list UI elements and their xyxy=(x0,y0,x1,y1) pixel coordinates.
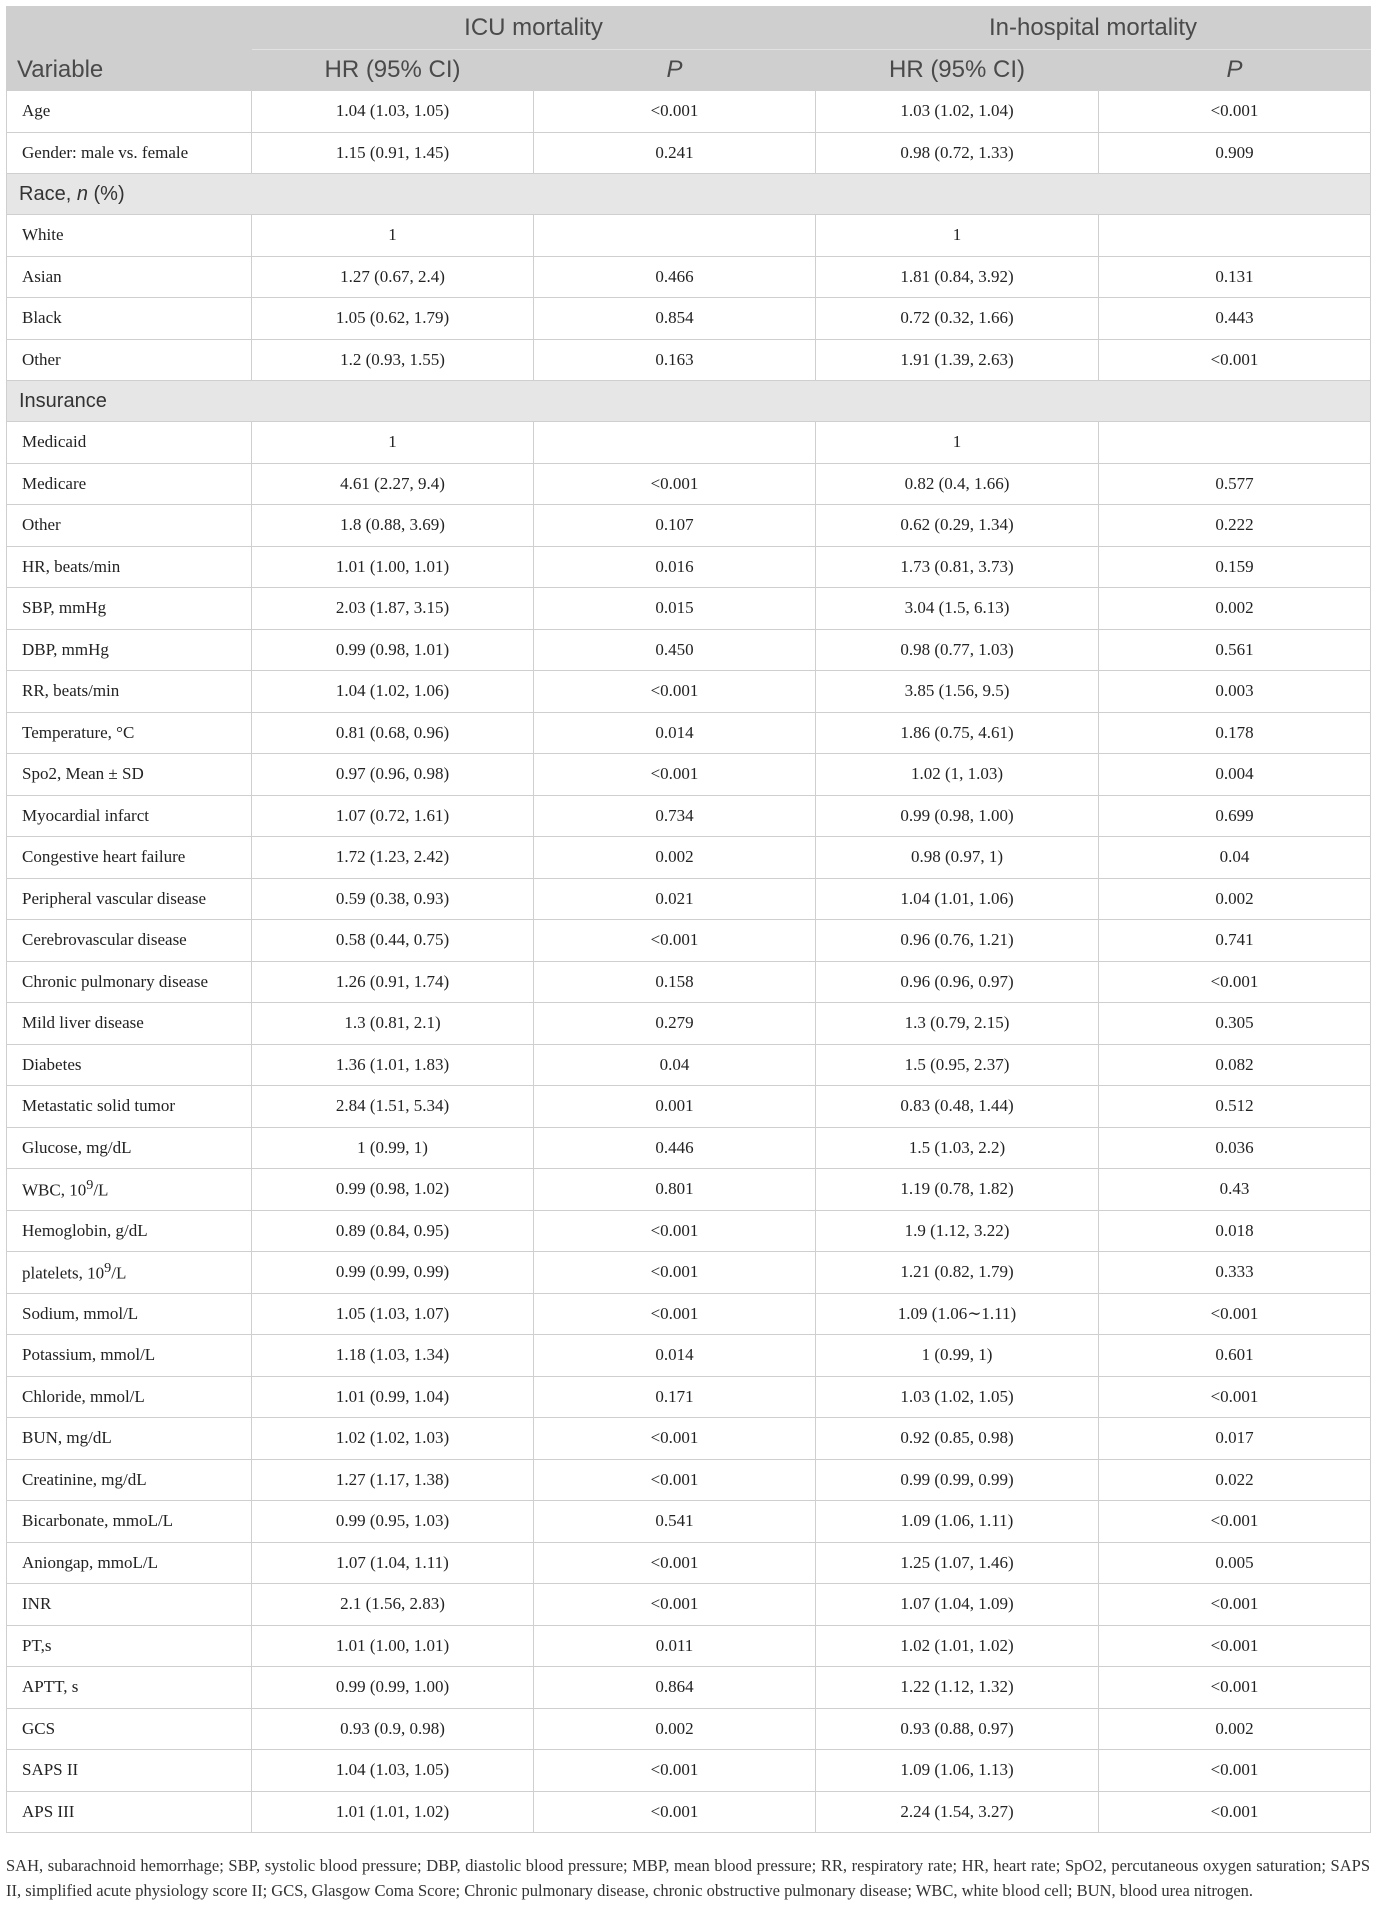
variable-label: Cerebrovascular disease xyxy=(7,920,252,962)
table-row xyxy=(7,1459,1371,1501)
icu-p-cell: 0.002 xyxy=(534,837,816,879)
variable-label: Congestive heart failure xyxy=(7,837,252,879)
table-header xyxy=(7,7,1371,91)
hospital-p-cell: 0.909 xyxy=(1099,132,1371,174)
hospital-hr-cell: 1 xyxy=(816,422,1099,464)
icu-hr-cell: 1.05 (1.03, 1.07) xyxy=(252,1293,534,1335)
icu-hr-cell: 1.2 (0.93, 1.55) xyxy=(252,339,534,381)
icu-p-cell: <0.001 xyxy=(534,671,816,713)
hospital-p-cell: <0.001 xyxy=(1099,1625,1371,1667)
hospital-hr-cell: 0.83 (0.48, 1.44) xyxy=(816,1086,1099,1128)
icu-hr-cell: 1.3 (0.81, 2.1) xyxy=(252,1003,534,1045)
table-row xyxy=(7,1003,1371,1045)
icu-p-cell: 0.158 xyxy=(534,961,816,1003)
icu-hr-cell: 0.89 (0.84, 0.95) xyxy=(252,1210,534,1252)
icu-p-cell: 0.001 xyxy=(534,1086,816,1128)
hospital-p-cell: 0.002 xyxy=(1099,1708,1371,1750)
section-row xyxy=(7,381,1371,422)
icu-p-cell: 0.854 xyxy=(534,298,816,340)
icu-p-cell: <0.001 xyxy=(534,1459,816,1501)
variable-label: White xyxy=(7,215,252,257)
icu-hr-cell: 1.01 (1.00, 1.01) xyxy=(252,546,534,588)
hospital-p-cell: <0.001 xyxy=(1099,1667,1371,1709)
variable-label: WBC, $10^9/L$ xyxy=(7,1169,252,1211)
icu-p-cell: <0.001 xyxy=(534,920,816,962)
variable-label: APTT, s xyxy=(7,1667,252,1709)
table-row xyxy=(7,878,1371,920)
hospital-hr-column-header: HR (95% CI) xyxy=(816,50,1099,91)
variable-label: Gender: male vs. female xyxy=(7,132,252,174)
hospital-p-cell: 0.002 xyxy=(1099,878,1371,920)
icu-p-cell: 0.466 xyxy=(534,256,816,298)
variable-label: SBP, mmHg xyxy=(7,588,252,630)
variable-label: Creatinine, mg/dL xyxy=(7,1459,252,1501)
icu-p-cell: 0.171 xyxy=(534,1376,816,1418)
icu-hr-cell: 1.15 (0.91, 1.45) xyxy=(252,132,534,174)
icu-hr-cell: 1 (0.99, 1) xyxy=(252,1127,534,1169)
hospital-p-cell: <0.001 xyxy=(1099,339,1371,381)
hospital-p-cell: 0.036 xyxy=(1099,1127,1371,1169)
table-row xyxy=(7,837,1371,879)
icu-p-cell: <0.001 xyxy=(534,754,816,796)
variable-label: RR, beats/min xyxy=(7,671,252,713)
icu-p-cell: 0.016 xyxy=(534,546,816,588)
table-row xyxy=(7,91,1371,133)
icu-hr-cell: 1.01 (1.01, 1.02) xyxy=(252,1791,534,1833)
variable-label: Spo2, Mean ± SD xyxy=(7,754,252,796)
variable-label: Chronic pulmonary disease xyxy=(7,961,252,1003)
hospital-hr-cell: 1.9 (1.12, 3.22) xyxy=(816,1210,1099,1252)
hospital-hr-cell: 0.99 (0.98, 1.00) xyxy=(816,795,1099,837)
icu-p-cell: <0.001 xyxy=(534,91,816,133)
hospital-hr-cell: 0.72 (0.32, 1.66) xyxy=(816,298,1099,340)
icu-p-cell: 0.04 xyxy=(534,1044,816,1086)
hospital-p-column-header: P xyxy=(1099,50,1371,91)
icu-hr-cell: 0.81 (0.68, 0.96) xyxy=(252,712,534,754)
table-row xyxy=(7,546,1371,588)
table-row xyxy=(7,920,1371,962)
icu-p-cell: 0.021 xyxy=(534,878,816,920)
icu-hr-cell: 1.72 (1.23, 2.42) xyxy=(252,837,534,879)
hospital-p-cell: 0.577 xyxy=(1099,463,1371,505)
table-row xyxy=(7,1584,1371,1626)
hospital-hr-cell: 1.21 (0.82, 1.79) xyxy=(816,1252,1099,1294)
results-table-container xyxy=(6,6,1370,1833)
variable-label: Other xyxy=(7,505,252,547)
hospital-p-cell: <0.001 xyxy=(1099,1501,1371,1543)
hospital-hr-cell: 3.85 (1.56, 9.5) xyxy=(816,671,1099,713)
hospital-hr-cell: 1.09 (1.06, 1.11) xyxy=(816,1501,1099,1543)
table-row xyxy=(7,298,1371,340)
hospital-p-cell: <0.001 xyxy=(1099,91,1371,133)
table-row xyxy=(7,1086,1371,1128)
hospital-p-cell xyxy=(1099,422,1371,464)
hospital-p-cell: 0.178 xyxy=(1099,712,1371,754)
icu-p-cell: <0.001 xyxy=(534,1791,816,1833)
section-label: Race, n (%) xyxy=(7,174,1371,215)
hospital-hr-cell: 1.3 (0.79, 2.15) xyxy=(816,1003,1099,1045)
table-body xyxy=(7,91,1371,1833)
hospital-p-cell: <0.001 xyxy=(1099,1584,1371,1626)
hospital-hr-cell: 1.73 (0.81, 3.73) xyxy=(816,546,1099,588)
table-row xyxy=(7,215,1371,257)
hospital-p-cell: 0.004 xyxy=(1099,754,1371,796)
hospital-hr-cell: 1.22 (1.12, 1.32) xyxy=(816,1667,1099,1709)
table-row xyxy=(7,1044,1371,1086)
variable-label: HR, beats/min xyxy=(7,546,252,588)
icu-p-cell: 0.446 xyxy=(534,1127,816,1169)
hospital-hr-cell: 0.92 (0.85, 0.98) xyxy=(816,1418,1099,1460)
icu-hr-cell: 1.27 (1.17, 1.38) xyxy=(252,1459,534,1501)
hospital-p-cell: 0.002 xyxy=(1099,588,1371,630)
hospital-p-cell: 0.43 xyxy=(1099,1169,1371,1211)
variable-label: INR xyxy=(7,1584,252,1626)
icu-p-cell: 0.450 xyxy=(534,629,816,671)
table-row xyxy=(7,961,1371,1003)
hospital-p-cell: 0.159 xyxy=(1099,546,1371,588)
section-row xyxy=(7,174,1371,215)
icu-p-cell: <0.001 xyxy=(534,463,816,505)
variable-label: Temperature, °C xyxy=(7,712,252,754)
hospital-hr-cell: 1.03 (1.02, 1.05) xyxy=(816,1376,1099,1418)
icu-p-cell: 0.734 xyxy=(534,795,816,837)
table-row xyxy=(7,132,1371,174)
hospital-hr-cell: 1.25 (1.07, 1.46) xyxy=(816,1542,1099,1584)
table-row xyxy=(7,712,1371,754)
icu-hr-cell: 0.59 (0.38, 0.93) xyxy=(252,878,534,920)
table-row xyxy=(7,1252,1371,1294)
icu-p-cell: 0.864 xyxy=(534,1667,816,1709)
hospital-hr-cell: 0.96 (0.96, 0.97) xyxy=(816,961,1099,1003)
hospital-p-cell: 0.022 xyxy=(1099,1459,1371,1501)
variable-label: Asian xyxy=(7,256,252,298)
icu-hr-cell: 1.27 (0.67, 2.4) xyxy=(252,256,534,298)
table-row xyxy=(7,1542,1371,1584)
hospital-p-cell: 0.04 xyxy=(1099,837,1371,879)
variable-label: Myocardial infarct xyxy=(7,795,252,837)
table-row xyxy=(7,1376,1371,1418)
icu-p-cell: <0.001 xyxy=(534,1418,816,1460)
in-hospital-mortality-group-header: In-hospital mortality xyxy=(816,7,1371,50)
icu-p-cell: 0.014 xyxy=(534,1335,816,1377)
hospital-p-cell: 0.018 xyxy=(1099,1210,1371,1252)
hospital-hr-cell: 3.04 (1.5, 6.13) xyxy=(816,588,1099,630)
variable-label: GCS xyxy=(7,1708,252,1750)
variable-label: BUN, mg/dL xyxy=(7,1418,252,1460)
hospital-hr-cell: 1.5 (1.03, 2.2) xyxy=(816,1127,1099,1169)
hospital-hr-cell: 1.07 (1.04, 1.09) xyxy=(816,1584,1099,1626)
icu-p-cell: <0.001 xyxy=(534,1210,816,1252)
icu-p-cell xyxy=(534,215,816,257)
table-footnote: SAH, subarachnoid hemorrhage; SBP, systolic blood pressure; DBP, diastolic blood pressure; MBP, mean blood pressure; RR, respiratory rate; HR, heart rate; SpO2, percutaneous oxygen saturation; SAPS II, simplified acute physiology score II; GCS, Glasgow Coma Score; Chronic pulmonary disease, chronic obstructive pulmonary disease; WBC, white blood cell; BUN, blood urea nitrogen. xyxy=(6,1856,1370,1900)
hospital-hr-cell: 2.24 (1.54, 3.27) xyxy=(816,1791,1099,1833)
hospital-p-cell: <0.001 xyxy=(1099,1791,1371,1833)
icu-hr-cell: 1.05 (0.62, 1.79) xyxy=(252,298,534,340)
icu-p-cell: <0.001 xyxy=(534,1293,816,1335)
variable-label: SAPS II xyxy=(7,1750,252,1792)
hospital-hr-cell: 1.02 (1, 1.03) xyxy=(816,754,1099,796)
table-row xyxy=(7,1293,1371,1335)
hospital-hr-cell: 1.04 (1.01, 1.06) xyxy=(816,878,1099,920)
icu-hr-cell: 0.99 (0.99, 0.99) xyxy=(252,1252,534,1294)
icu-p-cell: 0.801 xyxy=(534,1169,816,1211)
icu-p-cell: <0.001 xyxy=(534,1750,816,1792)
table-row xyxy=(7,1418,1371,1460)
variable-label: Hemoglobin, g/dL xyxy=(7,1210,252,1252)
icu-p-cell: <0.001 xyxy=(534,1584,816,1626)
table-row xyxy=(7,463,1371,505)
variable-label: DBP, mmHg xyxy=(7,629,252,671)
icu-hr-cell: 1.04 (1.03, 1.05) xyxy=(252,91,534,133)
table-row xyxy=(7,795,1371,837)
icu-p-cell: 0.014 xyxy=(534,712,816,754)
icu-hr-cell: 1.01 (1.00, 1.01) xyxy=(252,1625,534,1667)
hospital-p-cell: 0.003 xyxy=(1099,671,1371,713)
table-row xyxy=(7,588,1371,630)
table-row xyxy=(7,1625,1371,1667)
variable-label: Diabetes xyxy=(7,1044,252,1086)
table-row xyxy=(7,1127,1371,1169)
icu-hr-cell: 4.61 (2.27, 9.4) xyxy=(252,463,534,505)
icu-mortality-group-header: ICU mortality xyxy=(252,7,816,50)
variable-label: Age xyxy=(7,91,252,133)
icu-hr-cell: 1.8 (0.88, 3.69) xyxy=(252,505,534,547)
icu-hr-cell: 1 xyxy=(252,422,534,464)
icu-p-cell xyxy=(534,422,816,464)
icu-hr-cell: 1.01 (0.99, 1.04) xyxy=(252,1376,534,1418)
hospital-hr-cell: 1 xyxy=(816,215,1099,257)
hospital-hr-cell: 0.96 (0.76, 1.21) xyxy=(816,920,1099,962)
hospital-p-cell xyxy=(1099,215,1371,257)
hospital-hr-cell: 0.98 (0.72, 1.33) xyxy=(816,132,1099,174)
table-row xyxy=(7,1750,1371,1792)
hospital-p-cell: 0.082 xyxy=(1099,1044,1371,1086)
hospital-p-cell: 0.741 xyxy=(1099,920,1371,962)
hospital-hr-cell: 1 (0.99, 1) xyxy=(816,1335,1099,1377)
hospital-hr-cell: 1.91 (1.39, 2.63) xyxy=(816,339,1099,381)
hospital-hr-cell: 0.98 (0.77, 1.03) xyxy=(816,629,1099,671)
icu-hr-cell: 1.04 (1.02, 1.06) xyxy=(252,671,534,713)
section-label: Insurance xyxy=(7,381,1371,422)
icu-hr-cell: 1.07 (1.04, 1.11) xyxy=(252,1542,534,1584)
hospital-p-cell: 0.512 xyxy=(1099,1086,1371,1128)
hospital-p-cell: <0.001 xyxy=(1099,1376,1371,1418)
icu-p-cell: 0.241 xyxy=(534,132,816,174)
hospital-p-cell: <0.001 xyxy=(1099,1293,1371,1335)
hospital-p-cell: 0.601 xyxy=(1099,1335,1371,1377)
icu-hr-cell: 0.99 (0.98, 1.01) xyxy=(252,629,534,671)
icu-hr-cell: 0.93 (0.9, 0.98) xyxy=(252,1708,534,1750)
icu-p-cell: 0.002 xyxy=(534,1708,816,1750)
variable-label: PT,s xyxy=(7,1625,252,1667)
variable-label: Medicaid xyxy=(7,422,252,464)
icu-hr-cell: 1.07 (0.72, 1.61) xyxy=(252,795,534,837)
variable-label: Peripheral vascular disease xyxy=(7,878,252,920)
icu-hr-cell: 2.84 (1.51, 5.34) xyxy=(252,1086,534,1128)
variable-label: Chloride, mmol/L xyxy=(7,1376,252,1418)
icu-p-cell: 0.163 xyxy=(534,339,816,381)
hospital-hr-cell: 0.62 (0.29, 1.34) xyxy=(816,505,1099,547)
table-row xyxy=(7,339,1371,381)
hospital-hr-cell: 1.02 (1.01, 1.02) xyxy=(816,1625,1099,1667)
hospital-hr-cell: 1.03 (1.02, 1.04) xyxy=(816,91,1099,133)
icu-hr-cell: 1.04 (1.03, 1.05) xyxy=(252,1750,534,1792)
icu-hr-cell: 0.99 (0.98, 1.02) xyxy=(252,1169,534,1211)
variable-column-header: Variable xyxy=(7,7,252,91)
hospital-p-cell: 0.561 xyxy=(1099,629,1371,671)
hospital-p-cell: 0.005 xyxy=(1099,1542,1371,1584)
icu-p-column-header: P xyxy=(534,50,816,91)
variable-label: Metastatic solid tumor xyxy=(7,1086,252,1128)
icu-hr-cell: 0.58 (0.44, 0.75) xyxy=(252,920,534,962)
icu-p-cell: 0.541 xyxy=(534,1501,816,1543)
table-row xyxy=(7,1210,1371,1252)
table-row xyxy=(7,671,1371,713)
variable-label: Potassium, mmol/L xyxy=(7,1335,252,1377)
table-row xyxy=(7,1667,1371,1709)
variable-label: Sodium, mmol/L xyxy=(7,1293,252,1335)
hospital-p-cell: 0.305 xyxy=(1099,1003,1371,1045)
table-row xyxy=(7,422,1371,464)
hospital-p-cell: 0.333 xyxy=(1099,1252,1371,1294)
table-row xyxy=(7,754,1371,796)
icu-hr-cell: 1.18 (1.03, 1.34) xyxy=(252,1335,534,1377)
variable-label: Bicarbonate, mmoL/L xyxy=(7,1501,252,1543)
variable-label: Mild liver disease xyxy=(7,1003,252,1045)
icu-hr-cell: 1.26 (0.91, 1.74) xyxy=(252,961,534,1003)
icu-p-cell: <0.001 xyxy=(534,1252,816,1294)
variable-label: Glucose, mg/dL xyxy=(7,1127,252,1169)
icu-p-cell: 0.107 xyxy=(534,505,816,547)
hospital-p-cell: 0.017 xyxy=(1099,1418,1371,1460)
icu-hr-cell: 0.97 (0.96, 0.98) xyxy=(252,754,534,796)
hospital-hr-cell: 1.5 (0.95, 2.37) xyxy=(816,1044,1099,1086)
icu-p-cell: 0.015 xyxy=(534,588,816,630)
icu-hr-cell: 2.1 (1.56, 2.83) xyxy=(252,1584,534,1626)
icu-p-cell: <0.001 xyxy=(534,1542,816,1584)
icu-hr-cell: 1.02 (1.02, 1.03) xyxy=(252,1418,534,1460)
hospital-p-cell: 0.222 xyxy=(1099,505,1371,547)
hospital-hr-cell: 1.19 (0.78, 1.82) xyxy=(816,1169,1099,1211)
icu-hr-cell: 0.99 (0.95, 1.03) xyxy=(252,1501,534,1543)
table-row xyxy=(7,1335,1371,1377)
variable-label: platelets, $10^9/L$ xyxy=(7,1252,252,1294)
table-row xyxy=(7,256,1371,298)
table-row xyxy=(7,1791,1371,1833)
icu-p-cell: 0.279 xyxy=(534,1003,816,1045)
hospital-hr-cell: 1.81 (0.84, 3.92) xyxy=(816,256,1099,298)
hospital-p-cell: 0.443 xyxy=(1099,298,1371,340)
variable-label: Black xyxy=(7,298,252,340)
table-row xyxy=(7,629,1371,671)
icu-hr-cell: 1 xyxy=(252,215,534,257)
hospital-p-cell: 0.699 xyxy=(1099,795,1371,837)
hospital-hr-cell: 0.93 (0.88, 0.97) xyxy=(816,1708,1099,1750)
variable-label: APS III xyxy=(7,1791,252,1833)
hospital-p-cell: <0.001 xyxy=(1099,961,1371,1003)
icu-hr-cell: 1.36 (1.01, 1.83) xyxy=(252,1044,534,1086)
hospital-p-cell: <0.001 xyxy=(1099,1750,1371,1792)
table-row xyxy=(7,1169,1371,1211)
table-row xyxy=(7,1708,1371,1750)
hospital-hr-cell: 1.86 (0.75, 4.61) xyxy=(816,712,1099,754)
variable-label: Aniongap, mmoL/L xyxy=(7,1542,252,1584)
hospital-p-cell: 0.131 xyxy=(1099,256,1371,298)
table-row xyxy=(7,505,1371,547)
hospital-hr-cell: 0.99 (0.99, 0.99) xyxy=(816,1459,1099,1501)
hospital-hr-cell: 0.82 (0.4, 1.66) xyxy=(816,463,1099,505)
icu-hr-cell: 2.03 (1.87, 3.15) xyxy=(252,588,534,630)
variable-label: Other xyxy=(7,339,252,381)
icu-hr-cell: 0.99 (0.99, 1.00) xyxy=(252,1667,534,1709)
mortality-hazard-ratio-table xyxy=(6,6,1371,1833)
hospital-hr-cell: 1.09 (1.06∼1.11) xyxy=(816,1293,1099,1335)
icu-hr-column-header: HR (95% CI) xyxy=(252,50,534,91)
icu-p-cell: 0.011 xyxy=(534,1625,816,1667)
hospital-hr-cell: 1.09 (1.06, 1.13) xyxy=(816,1750,1099,1792)
variable-label: Medicare xyxy=(7,463,252,505)
table-row xyxy=(7,1501,1371,1543)
hospital-hr-cell: 0.98 (0.97, 1) xyxy=(816,837,1099,879)
